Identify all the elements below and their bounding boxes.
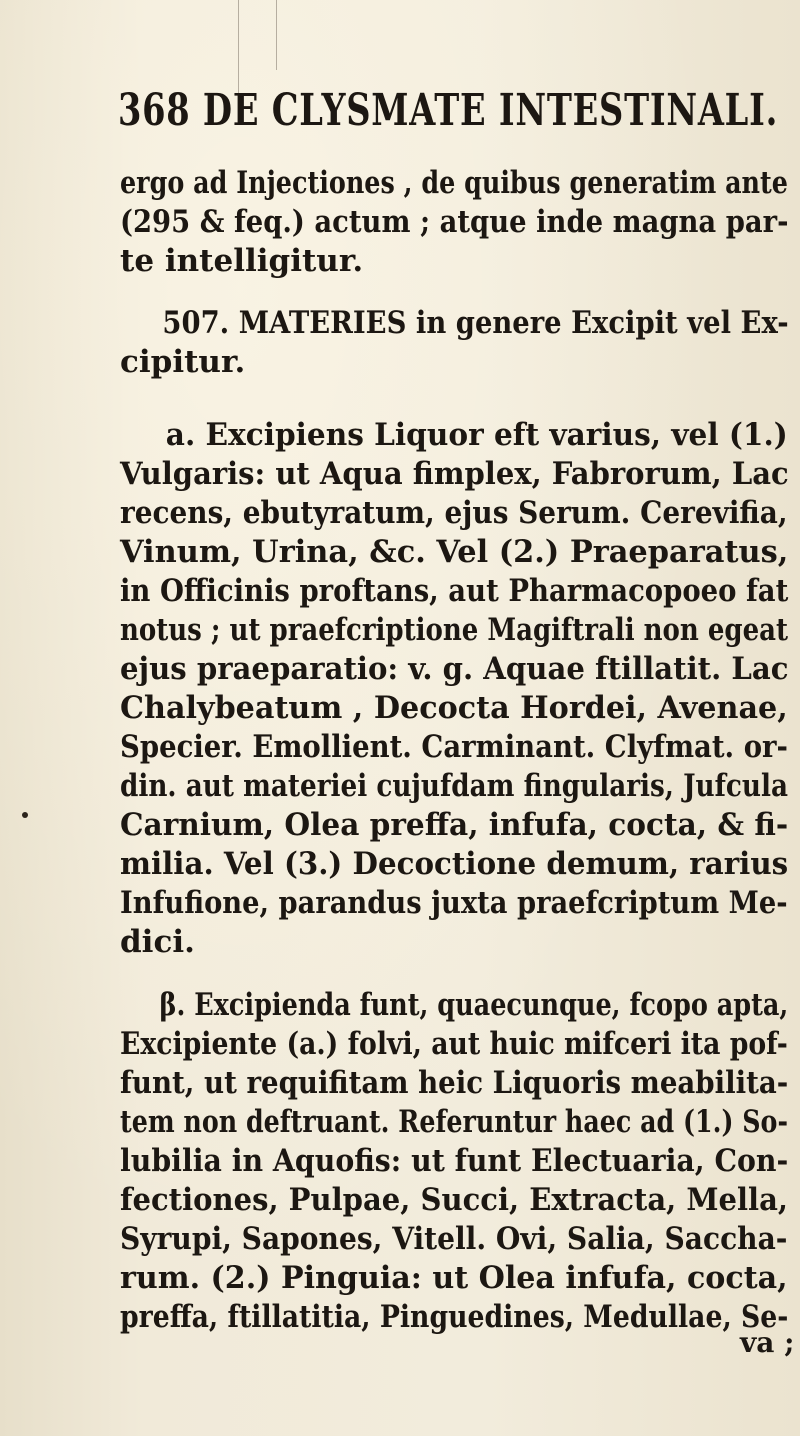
text-line: Carnium, Olea preffa, infufa, cocta, & fi- [120, 807, 789, 843]
paragraph-4 [120, 986, 788, 1337]
ink-dot [22, 812, 28, 818]
page-crease [276, 0, 277, 70]
text-line: milia. Vel (3.) Decoctione demum, rarius [120, 846, 789, 882]
text-line: fectiones, Pulpae, Succi, Extracta, Mella, [120, 1182, 789, 1218]
text-line: tem non deftruant. Referuntur haec ad (1.) So- [120, 1104, 788, 1140]
text-line: Vinum, Urina, &c. Vel (2.) Praeparatus, [120, 534, 789, 570]
paragraph-1 [120, 164, 788, 281]
text-line: Specier. Emollient. Carminant. Clyfmat. or- [120, 729, 788, 765]
text-line: lubilia in Aquofis: ut funt Electuaria, Con- [120, 1143, 789, 1179]
text-line: rum. (2.) Pinguia: ut Olea infufa, cocta, [120, 1260, 788, 1296]
text-line: preffa, ftillatitia, Pinguedines, Medullae, Se- [120, 1299, 789, 1335]
text-line: (295 & feq.) actum ; atque inde magna par- [120, 204, 789, 240]
text-line: Chalybeatum , Decocta Hordei, Avenae, [120, 690, 788, 726]
text-line: recens, ebutyratum, ejus Serum. Cerevifia, [120, 495, 788, 531]
text-line: funt, ut requifitam heic Liquoris meabilita- [120, 1065, 789, 1101]
text-line: ergo ad Injectiones , de quibus generatim ante [120, 165, 788, 201]
text-line: β. Excipienda funt, quaecunque, fcopo apta, [159, 987, 789, 1023]
text-line: Syrupi, Sapones, Vitell. Ovi, Salia, Saccha- [120, 1221, 788, 1257]
text-line: ejus praeparatio: v. g. Aquae ftillatit. Lac [120, 651, 789, 687]
text-line: dici. [120, 924, 195, 960]
text-line: 507. MATERIES in genere Excipit vel Ex- [162, 305, 789, 341]
text-line: Excipiente (a.) folvi, aut huic mifceri ita pof- [120, 1026, 788, 1062]
text-line: notus ; ut praefcriptione Magiftrali non egeat [120, 612, 789, 648]
text-line: a. Excipiens Liquor eft varius, vel (1.) [165, 417, 788, 453]
text-line: din. aut materiei cujufdam fingularis, Jufcula [120, 768, 788, 804]
paragraph-2 [120, 304, 788, 382]
text-line: Infufione, parandus juxta praefcriptum Me- [120, 885, 788, 921]
text-line: in Officinis proftans, aut Pharmacopoeo fat [120, 573, 789, 609]
text-line: Vulgaris: ut Aqua fimplex, Fabrorum, Lac [120, 456, 789, 492]
text-line: te intelligitur. [120, 243, 364, 279]
catchword: va ; [740, 1326, 795, 1359]
text-line: cipitur. [120, 344, 246, 380]
paragraph-3 [120, 416, 788, 962]
running-header: 368 DE CLYSMATE INTESTINALI. [118, 85, 779, 136]
